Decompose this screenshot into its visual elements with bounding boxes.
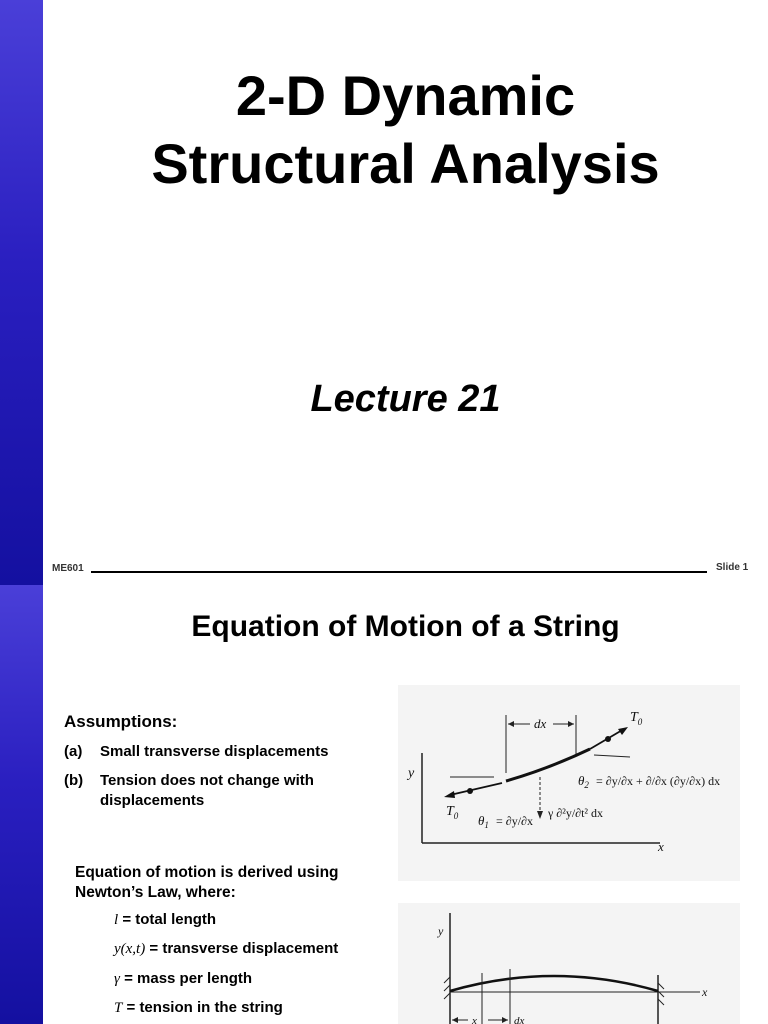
inertia-term: γ ∂²y/∂t² dx bbox=[548, 806, 604, 820]
slide-heading: Equation of Motion of a String bbox=[191, 610, 620, 643]
t0-lower-label: $T_0$ bbox=[446, 804, 459, 821]
t0-upper-label: $T_0$ bbox=[630, 710, 643, 727]
title-line-2: Structural Analysis bbox=[151, 132, 660, 195]
y-axis-label: y bbox=[438, 924, 444, 938]
theta2-symbol: $\theta_2$ bbox=[578, 773, 589, 790]
string-span-figure bbox=[398, 903, 740, 1024]
definition-length bbox=[114, 911, 216, 929]
definition-symbol: T bbox=[114, 1000, 123, 1016]
theta1-symbol: $\theta_1$ bbox=[478, 813, 489, 830]
definition-displacement bbox=[114, 940, 338, 958]
assumption-a bbox=[64, 742, 328, 762]
definition-text: = mass per length bbox=[119, 970, 253, 987]
sidebar-gradient bbox=[0, 0, 43, 585]
intro-line-1: Equation of motion is derived using bbox=[75, 864, 339, 881]
intro-line-2: Newton’s Law, where: bbox=[75, 884, 236, 901]
definition-text: = total length bbox=[118, 911, 217, 928]
assumption-text: Small transverse displacements bbox=[100, 743, 329, 760]
title-line-1: 2-D Dynamic bbox=[235, 64, 576, 127]
footer-course: ME601 bbox=[52, 563, 84, 574]
definition-text: = tension in the string bbox=[122, 999, 283, 1016]
dx-dimension-label: dx bbox=[514, 1015, 525, 1024]
string-element-figure bbox=[398, 685, 740, 881]
assumption-text: Tension does not change with bbox=[100, 772, 314, 789]
definition-symbol: γ bbox=[114, 971, 120, 987]
x-axis-label: x bbox=[702, 985, 708, 999]
theta1-expression: = ∂y/∂x bbox=[496, 814, 533, 828]
definition-symbol: y(x,t) bbox=[114, 941, 146, 957]
slide-title bbox=[43, 62, 768, 198]
definition-symbol: l bbox=[114, 912, 119, 928]
definition-tension bbox=[114, 999, 283, 1017]
theta2-expression: = ∂y/∂x + ∂/∂x (∂y/∂x) dx bbox=[596, 774, 721, 788]
x-axis-label: x bbox=[658, 839, 664, 854]
assumption-b bbox=[64, 771, 314, 811]
dx-label: dx bbox=[534, 716, 547, 731]
assumption-letter: (b) bbox=[64, 772, 84, 789]
definition-text: = transverse displacement bbox=[145, 940, 339, 957]
equation-intro bbox=[75, 863, 339, 903]
y-axis-label: y bbox=[408, 766, 415, 781]
assumption-letter: (a) bbox=[64, 743, 83, 760]
footer-slide-number: Slide 1 bbox=[716, 562, 749, 573]
lecture-subtitle: Lecture 21 bbox=[310, 378, 501, 420]
assumption-text-cont: displacements bbox=[100, 792, 205, 809]
assumptions-title: Assumptions: bbox=[64, 712, 178, 731]
sidebar-gradient bbox=[0, 585, 43, 1024]
definition-mass bbox=[114, 970, 252, 988]
content-slide bbox=[0, 585, 768, 1024]
x-dimension-label: x bbox=[472, 1015, 477, 1024]
footer-rule bbox=[91, 571, 707, 573]
